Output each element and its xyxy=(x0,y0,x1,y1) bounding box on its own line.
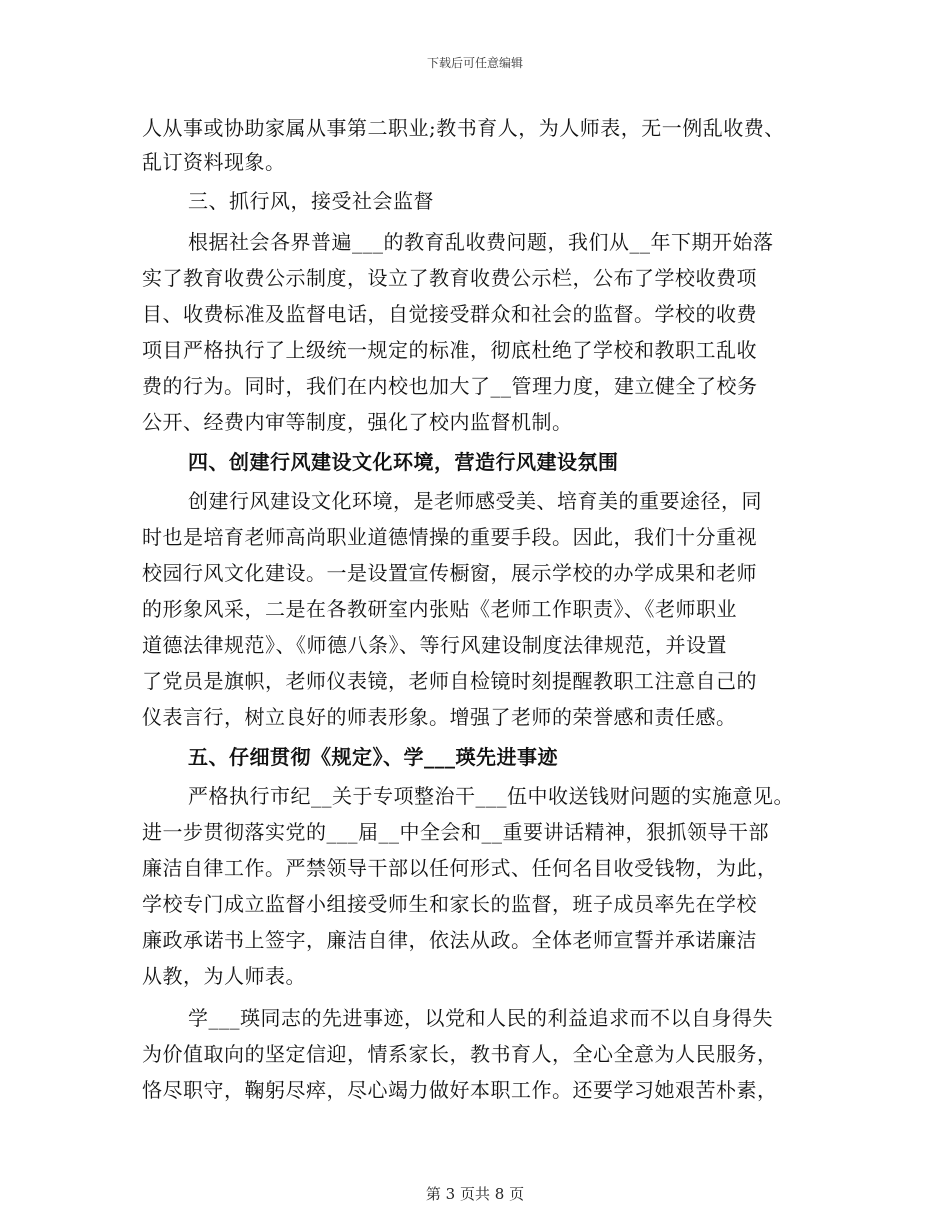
text-line: 实了教育收费公示制度，设立了教育收费公示栏，公布了学校收费项 xyxy=(142,266,757,290)
text-line: 项目严格执行了上级统一规定的标准，彻底杜绝了学校和教职工乱收 xyxy=(142,338,757,362)
text-line: 仪表言行，树立良好的师表形象。增强了老师的荣誉感和责任感。 xyxy=(142,705,737,729)
text-line: 乱订资料现象。 xyxy=(142,150,286,174)
page-header: 下载后可任意编辑 xyxy=(426,56,523,70)
text-line: 时也是培育老师高尚职业道德情操的重要手段。因此，我们十分重视 xyxy=(142,525,757,549)
text-line: 的形象风采，二是在各教研室内张贴《老师工作职责》、《老师职业 xyxy=(142,597,737,621)
text-line: 学校专门成立监督小组接受师生和家长的监督，班子成员率先在学校 xyxy=(142,892,757,916)
text-line: 了党员是旗帜，老师仪表镜，老师自检镜时刻提醒教职工注意自己的 xyxy=(142,669,757,693)
text-line: 费的行为。同时，我们在内校也加大了__管理力度，建立健全了校务 xyxy=(142,374,758,398)
text-line: 根据社会各界普遍___的教育乱收费问题，我们从__年下期开始落 xyxy=(188,230,774,254)
text-line: 从教，为人师表。 xyxy=(142,964,306,988)
text-line: 校园行风文化建设。一是设置宣传橱窗，展示学校的办学成果和老师 xyxy=(142,561,757,585)
text-line: 廉洁自律工作。严禁领导干部以任何形式、任何名目收受钱物，为此， xyxy=(142,856,778,880)
section-heading-5: 五、仔细贯彻《规定》、学___瑛先进事迹 xyxy=(188,745,558,769)
section-heading-4: 四、创建行风建设文化环境，营造行风建设氛围 xyxy=(188,450,619,474)
text-line: 人从事或协助家属从事第二职业;教书育人，为人师表，无一例乱收费、 xyxy=(142,116,785,140)
text-line: 道德法律规范》、《师德八条》、等行风建设制度法律规范，并设置 xyxy=(142,633,727,657)
text-line: 严格执行市纪__关于专项整治干___伍中收送钱财问题的实施意见。 xyxy=(188,784,794,808)
section-heading-3: 三、抓行风，接受社会监督 xyxy=(188,189,434,213)
page-footer: 第 3 页共 8 页 xyxy=(425,1185,525,1203)
text-line: 目、收费标准及监督电话，自觉接受群众和社会的监督。学校的收费 xyxy=(142,302,757,326)
text-line: 公开、经费内审等制度，强化了校内监督机制。 xyxy=(142,410,573,434)
text-line: 恪尽职守，鞠躬尽瘁，尽心竭力做好本职工作。还要学习她艰苦朴素， xyxy=(142,1078,778,1102)
text-line: 廉政承诺书上签字，廉洁自律，依法从政。全体老师宣誓并承诺廉洁 xyxy=(142,928,757,952)
text-line: 创建行风建设文化环境，是老师感受美、培育美的重要途径，同 xyxy=(188,489,762,513)
text-line: 进一步贯彻落实党的___届__中全会和__重要讲话精神，狠抓领导干部 xyxy=(142,820,769,844)
text-line: 为价值取向的坚定信迎，情系家长，教书育人，全心全意为人民服务， xyxy=(142,1042,778,1066)
text-line: 学___瑛同志的先进事迹，以党和人民的利益追求而不以自身得失 xyxy=(188,1006,773,1030)
